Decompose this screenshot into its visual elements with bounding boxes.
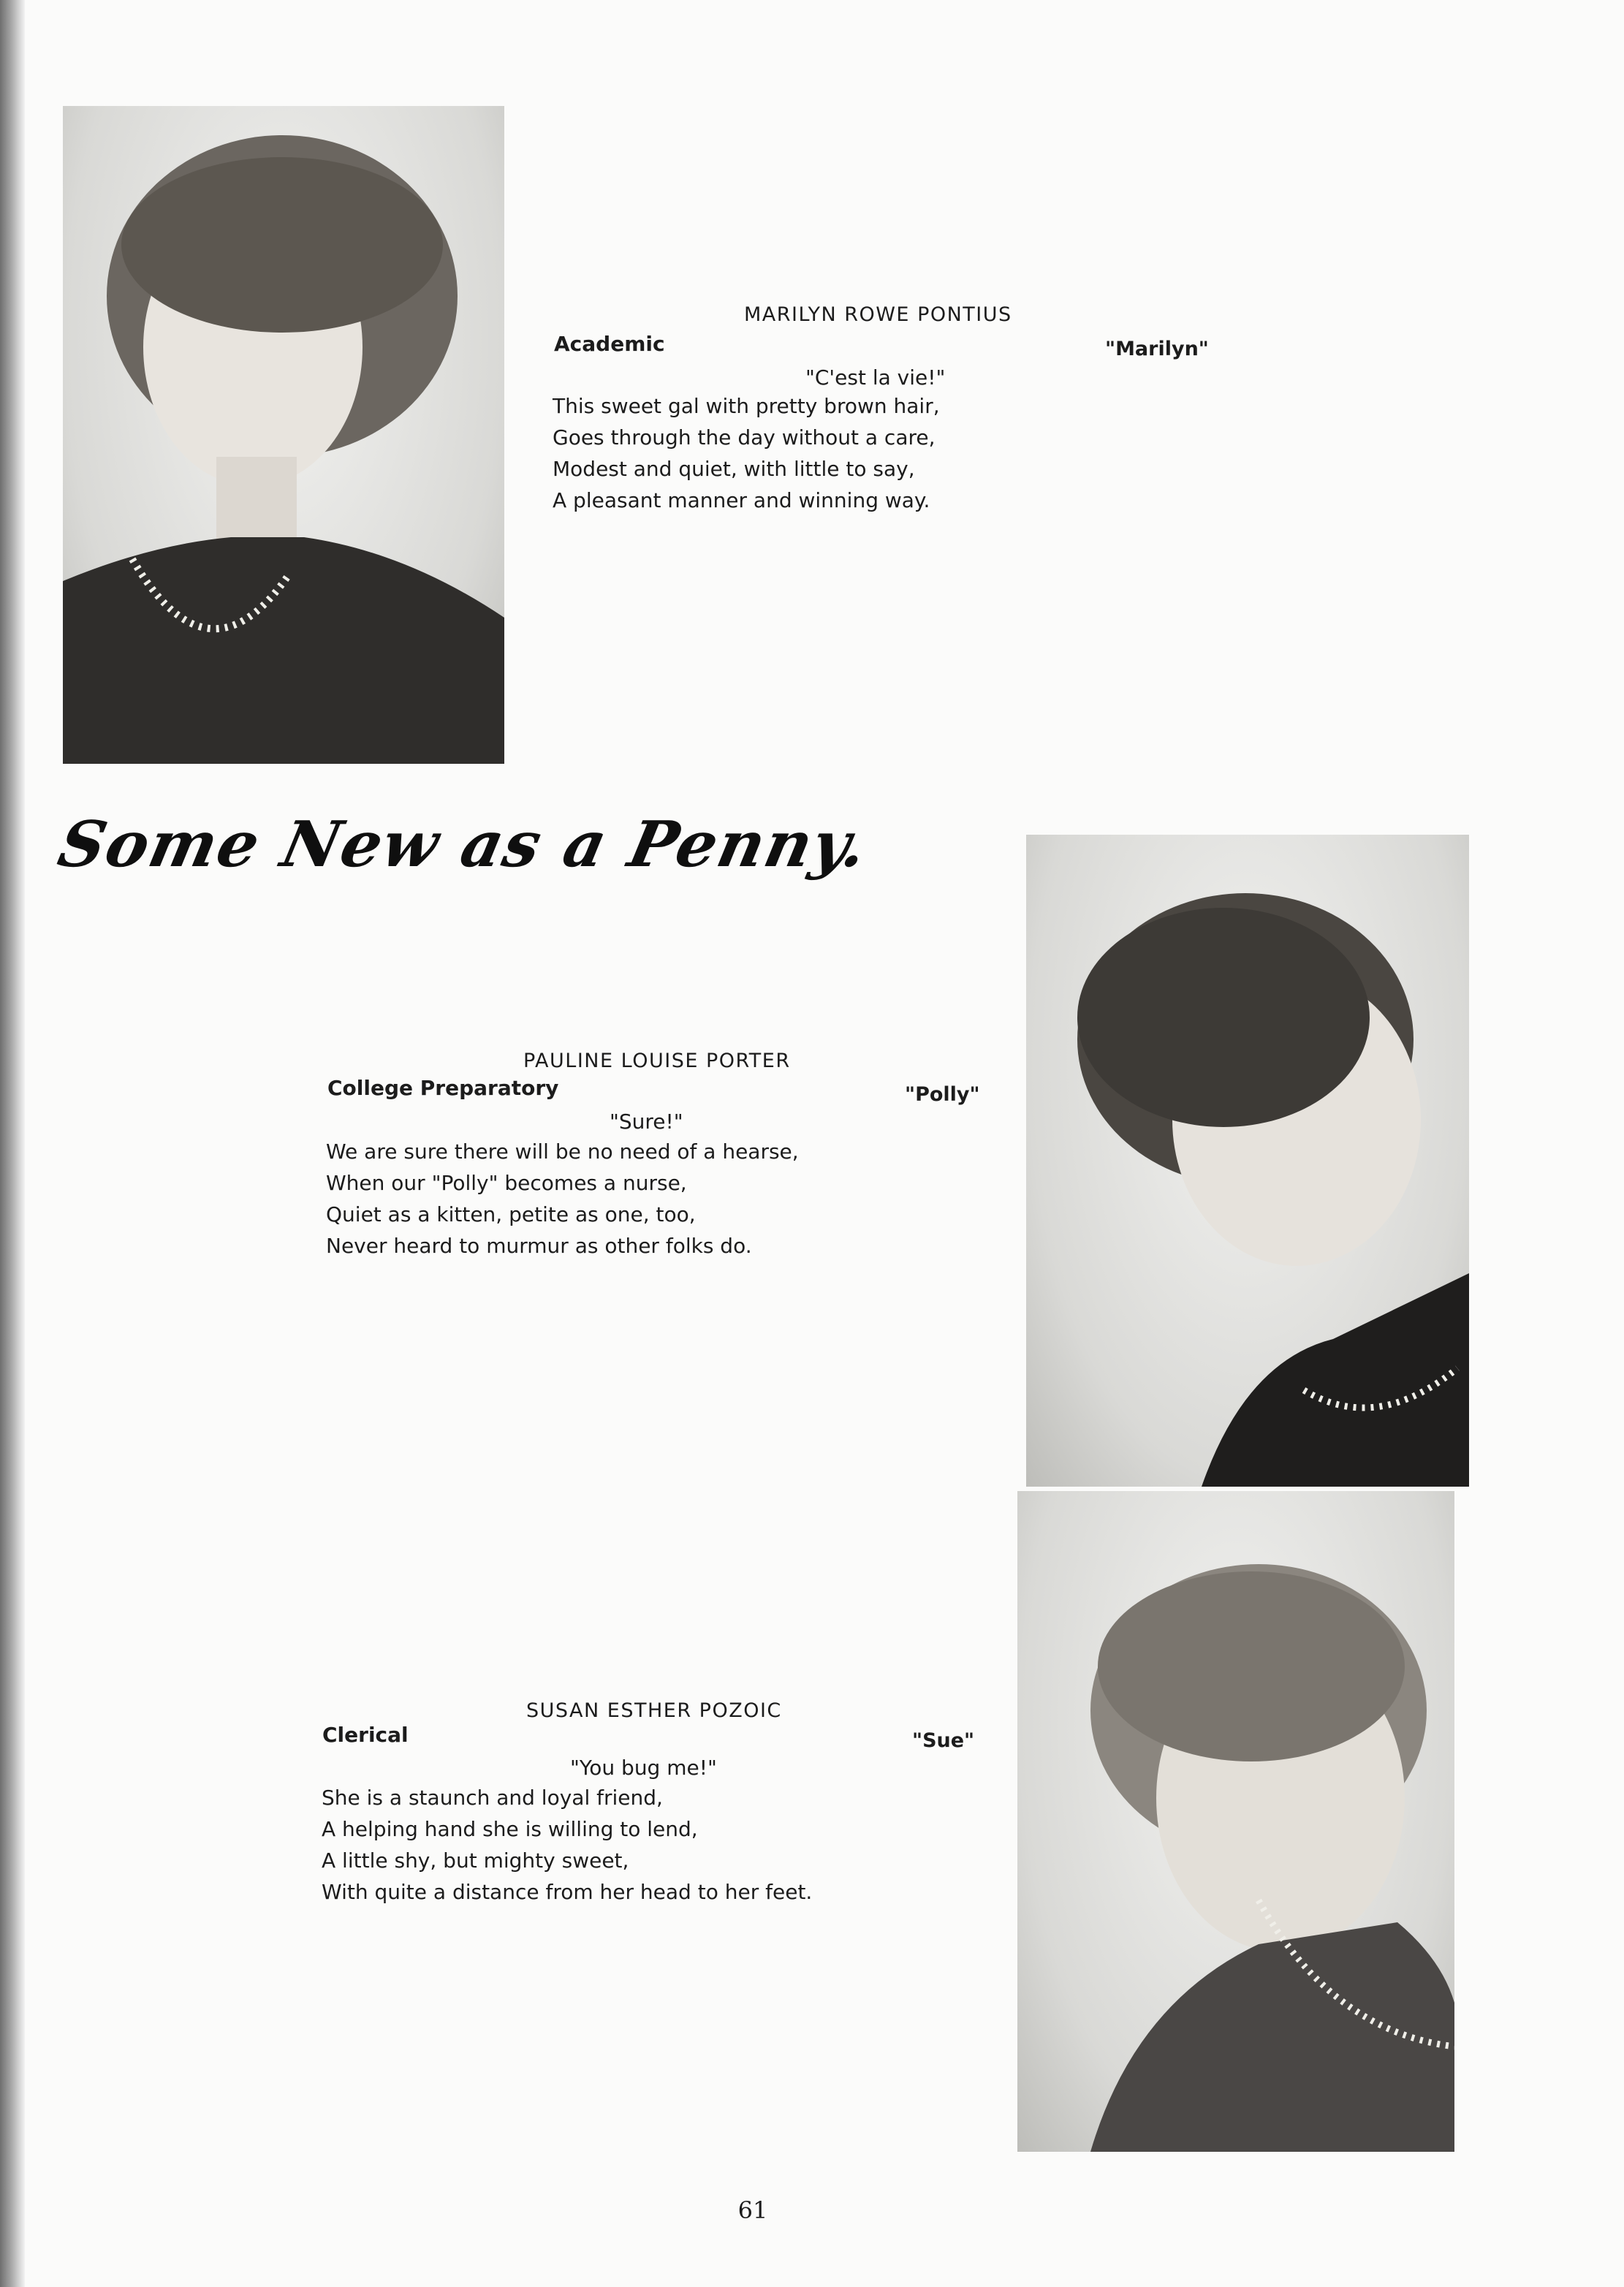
verse (322, 1782, 812, 1908)
portrait-photo-marilyn (63, 106, 504, 764)
verse-line: A helping hand she is willing to lend, (322, 1817, 698, 1841)
portrait-photo-polly (1026, 835, 1469, 1487)
course-label: Clerical (322, 1723, 409, 1747)
motto: "You bug me!" (570, 1756, 717, 1780)
nickname: "Marilyn" (1105, 338, 1209, 360)
verse-line: Goes through the day without a care, (553, 425, 936, 450)
verse-line: She is a staunch and loyal friend, (322, 1786, 663, 1810)
motto: "C'est la vie!" (805, 365, 946, 390)
motto: "Sure!" (610, 1110, 683, 1134)
nickname: "Sue" (912, 1729, 975, 1752)
student-name: SUSAN ESTHER POZOIC (526, 1699, 782, 1722)
student-name: MARILYN ROWE PONTIUS (744, 303, 1012, 326)
verse-line: We are sure there will be no need of a hearse, (326, 1139, 799, 1164)
student-name: PAULINE LOUISE PORTER (523, 1050, 791, 1072)
verse-line: Never heard to murmur as other folks do. (326, 1234, 752, 1258)
verse (326, 1136, 799, 1262)
verse-line: A little shy, but mighty sweet, (322, 1848, 629, 1873)
portrait-photo-sue (1017, 1491, 1454, 2152)
verse-line: A pleasant manner and winning way. (553, 488, 930, 512)
course-label: Academic (554, 332, 665, 356)
verse-line: This sweet gal with pretty brown hair, (553, 394, 940, 418)
page-binding-shadow (0, 0, 25, 2287)
verse-line: Modest and quiet, with little to say, (553, 457, 915, 481)
course-label: College Preparatory (327, 1076, 559, 1100)
verse-line: With quite a distance from her head to her feet. (322, 1880, 813, 1904)
verse (553, 390, 940, 516)
verse-line: When our "Polly" becomes a nurse, (326, 1171, 687, 1195)
nickname: "Polly" (905, 1083, 980, 1106)
verse-line: Quiet as a kitten, petite as one, too, (326, 1202, 696, 1226)
page-number: 61 (737, 2196, 768, 2224)
page-headline: Some New as a Penny. (52, 808, 876, 881)
